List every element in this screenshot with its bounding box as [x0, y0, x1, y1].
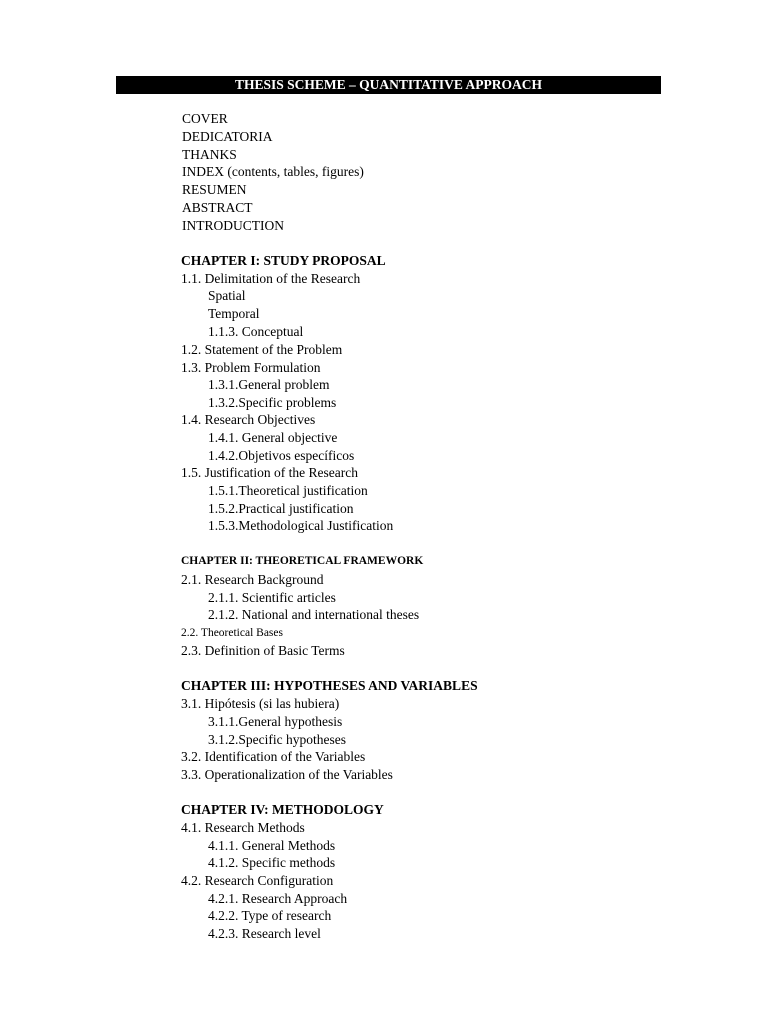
- subsection-item: 4.1.1. General Methods: [208, 838, 336, 853]
- front-matter-item: ABSTRACT: [182, 200, 253, 215]
- section-item: 1.2. Statement of the Problem: [181, 342, 343, 357]
- front-matter-item: INDEX (contents, tables, figures): [182, 164, 364, 179]
- document-title: THESIS SCHEME – QUANTITATIVE APPROACH: [116, 76, 661, 94]
- section-item: 3.2. Identification of the Variables: [181, 749, 366, 764]
- front-matter-item: THANKS: [182, 147, 237, 162]
- section-item: 2.3. Definition of Basic Terms: [181, 643, 345, 658]
- subsection-item: 1.1.3. Conceptual: [208, 324, 304, 339]
- subsection-item: Spatial: [208, 288, 246, 303]
- chapter-heading: CHAPTER II: THEORETICAL FRAMEWORK: [181, 555, 424, 567]
- section-item: 3.1. Hipótesis (si las hubiera): [181, 696, 340, 711]
- subsection-item: 1.5.1.Theoretical justification: [208, 483, 368, 498]
- subsection-item: 1.4.2.Objetivos específicos: [208, 448, 355, 463]
- front-matter-item: RESUMEN: [182, 182, 247, 197]
- section-item: 3.3. Operationalization of the Variables: [181, 767, 393, 782]
- subsection-item: 4.1.2. Specific methods: [208, 855, 336, 870]
- chapter-heading: CHAPTER IV: METHODOLOGY: [181, 802, 384, 817]
- subsection-item: 4.2.3. Research level: [208, 926, 321, 941]
- section-item: 4.1. Research Methods: [181, 820, 305, 835]
- subsection-item: 2.1.1. Scientific articles: [208, 590, 336, 605]
- section-item: 1.1. Delimitation of the Research: [181, 271, 361, 286]
- section-item: 1.4. Research Objectives: [181, 412, 316, 427]
- subsection-item: 4.2.2. Type of research: [208, 908, 332, 923]
- subsection-item: 3.1.2.Specific hypotheses: [208, 732, 346, 747]
- subsection-item: 4.2.1. Research Approach: [208, 891, 348, 906]
- section-item: 1.3. Problem Formulation: [181, 360, 321, 375]
- section-item: 4.2. Research Configuration: [181, 873, 334, 888]
- subsection-item: 1.3.1.General problem: [208, 377, 330, 392]
- subsection-item: 1.5.3.Methodological Justification: [208, 518, 394, 533]
- chapter-heading: CHAPTER I: STUDY PROPOSAL: [181, 253, 386, 268]
- subsection-item: 1.5.2.Practical justification: [208, 501, 354, 516]
- chapter-heading: CHAPTER III: HYPOTHESES AND VARIABLES: [181, 678, 478, 693]
- section-item: 2.2. Theoretical Bases: [181, 627, 283, 639]
- subsection-item: Temporal: [208, 306, 260, 321]
- front-matter-item: COVER: [182, 111, 228, 126]
- front-matter-item: INTRODUCTION: [182, 218, 284, 233]
- section-item: 1.5. Justification of the Research: [181, 465, 358, 480]
- section-item: 2.1. Research Background: [181, 572, 324, 587]
- subsection-item: 1.4.1. General objective: [208, 430, 338, 445]
- subsection-item: 2.1.2. National and international theses: [208, 607, 420, 622]
- subsection-item: 1.3.2.Specific problems: [208, 395, 337, 410]
- subsection-item: 3.1.1.General hypothesis: [208, 714, 343, 729]
- front-matter-item: DEDICATORIA: [182, 129, 273, 144]
